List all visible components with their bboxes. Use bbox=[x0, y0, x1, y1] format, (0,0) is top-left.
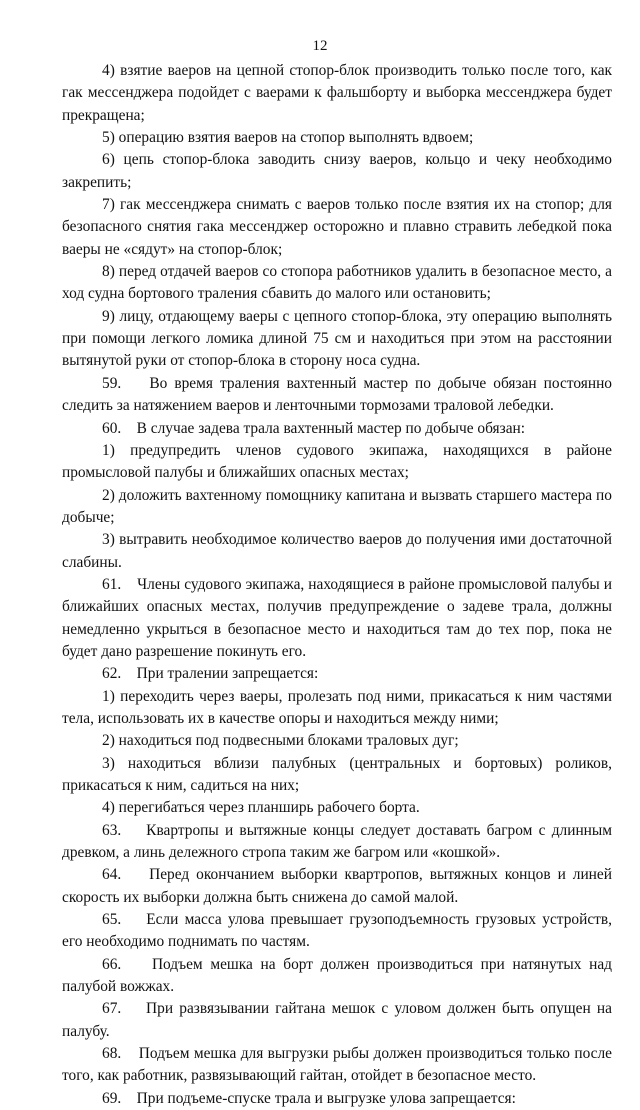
paragraph: 69. При подъеме-спуске трала и выгрузке улова запрещается: bbox=[102, 1089, 516, 1107]
page-number: 12 bbox=[312, 38, 328, 54]
paragraph: 4) перегибаться через планширь рабочего борта. bbox=[102, 799, 420, 817]
paragraph: 2) находиться под подвесными блоками траловых дуг; bbox=[102, 732, 459, 750]
paragraph: 1) переходить через ваеры, пролезать под ними, прикасаться к ним частями тела, использовать их в качестве опоры и находиться между ними; bbox=[62, 687, 612, 727]
paragraph: 6) цепь стопор-блока заводить снизу ваеров, кольцо и чеку необходимо закрепить; bbox=[62, 151, 612, 191]
paragraph: 61. Члены судового экипажа, находящиеся в районе промысловой палубы и ближайших опасных местах, получив предупреждение о задеве трала, должны немедленно укрыться в безопасное место и находиться там до тех пор, пока не будет дано разрешение покинуть его. bbox=[62, 575, 616, 660]
paragraph: 68. Подъем мешка для выгрузки рыбы должен производиться только после того, как работник, развязывающий гайтан, отойдет в безопасное место. bbox=[62, 1045, 616, 1085]
paragraph: 9) лицу, отдающему ваеры с цепного стопор-блока, эту операцию выполнять при помощи легкого ломика длиной 75 см и находиться при этом на расстоянии вытянутой руки от стопор-блока в сторону носа судна. bbox=[62, 307, 612, 370]
paragraph: 60. В случае задева трала вахтенный мастер по добыче обязан: bbox=[102, 419, 526, 437]
paragraph: 3) находиться вблизи палубных (центральных и бортовых) роликов, прикасаться к ним, садиться на них; bbox=[62, 754, 612, 794]
paragraph: 65. Если масса улова превышает грузоподъемность грузовых устройств, его необходимо поднимать по частям. bbox=[62, 911, 616, 951]
paragraph: 63. Квартропы и вытяжные концы следует доставать багром с длинным древком, а линь дележного стропа таким же багром или «кошкой». bbox=[62, 821, 616, 862]
paragraph: 59. Во время траления вахтенный мастер по добыче обязан постоянно следить за натяжением ваеров и ленточными тормозами траловой лебедки. bbox=[62, 374, 616, 415]
paragraph: 8) перед отдачей ваеров со стопора работников удалить в безопасное место, а ход судна бортового траления сбавить до малого или остановить; bbox=[62, 263, 612, 303]
paragraph: 3) вытравить необходимое количество ваеров до получения ими достаточной слабины. bbox=[62, 531, 612, 571]
paragraph: 62. При тралении запрещается: bbox=[102, 665, 319, 683]
paragraph: 64. Перед окончанием выборки квартропов, вытяжных концов и линей скорость их выборки должна быть снижена до самой малой. bbox=[62, 866, 616, 906]
paragraph: 1) предупредить членов судового экипажа, находящихся в районе промысловой палубы и ближайших опасных местах; bbox=[62, 441, 612, 482]
paragraph: 2) доложить вахтенному помощнику капитана и вызвать старшего мастера по добыче; bbox=[62, 486, 612, 526]
paragraph: 5) операцию взятия ваеров на стопор выполнять вдвоем; bbox=[102, 129, 474, 147]
body-text bbox=[62, 60, 616, 1110]
paragraph: 66. Подъем мешка на борт должен производиться при натянутых над палубой вожжах. bbox=[62, 955, 616, 996]
paragraph: 7) гак мессенджера снимать с ваеров только после взятия их на стопор; для безопасного снятия гака мессенджер осторожно и плавно стравить лебедкой пока ваеры не «сядут» на стопор-блок; bbox=[62, 196, 612, 258]
paragraph: 67. При развязывании гайтана мешок с уловом должен быть опущен на палубу. bbox=[62, 1000, 616, 1040]
paragraph: 4) взятие ваеров на цепной стопор-блок производить только после того, как гак мессенджера подойдет с ваерами к фальшборту и выборка мессенджера будет прекращена; bbox=[62, 62, 612, 124]
